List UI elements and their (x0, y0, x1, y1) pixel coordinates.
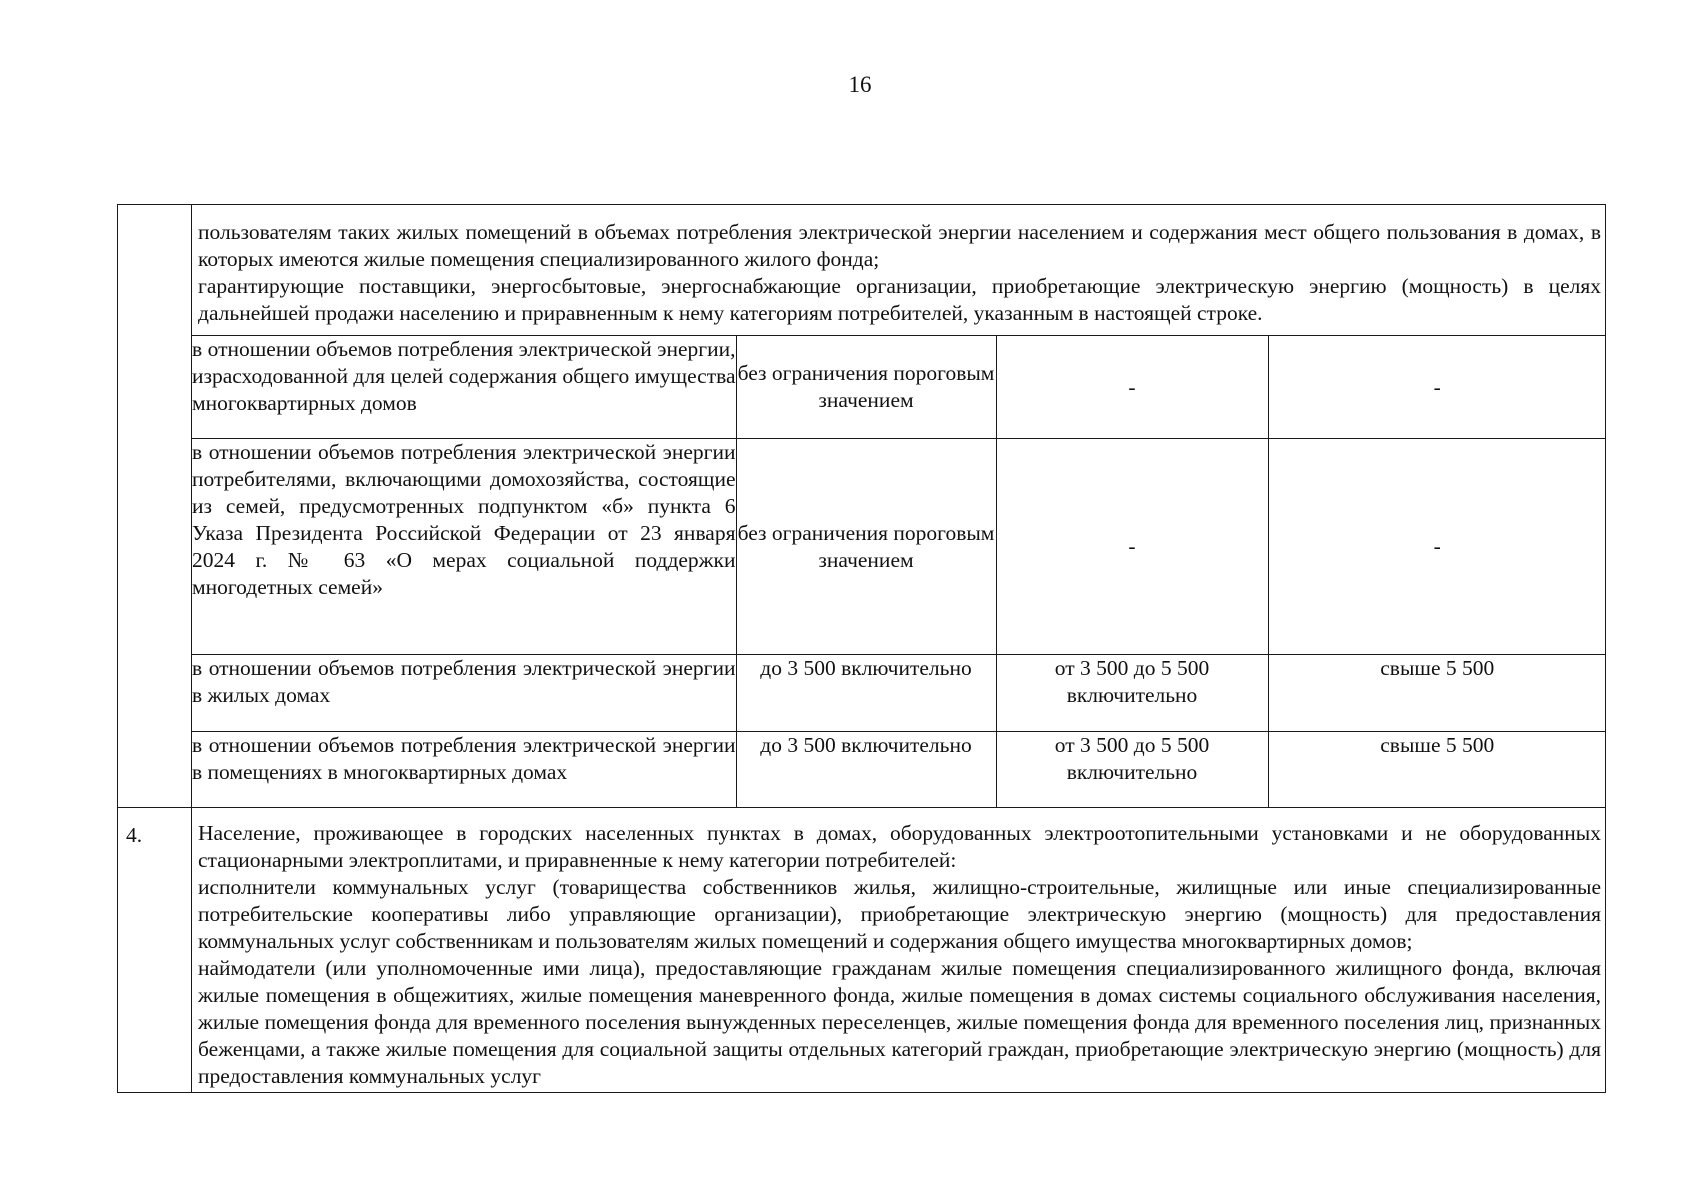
threshold-col3: свыше 5 500 (1268, 732, 1606, 807)
row-description: в отношении объемов потребления электрической энергии в жилых домах (192, 655, 736, 732)
continuation-paragraph: пользователям таких жилых помещений в объемах потребления электрической энергии населением и содержания мест общего пользования в домах, в которых имеются жилые помещения специализированного жилого фонда; (198, 220, 1601, 271)
row-description: в отношении объемов потребления электрической энергии потребителями, включающими домохозяйства, состоящие из семей, предусмотренных подпунктом «б» пункта 6 Указа Президента Российской Федерации от 23 января 2024 г. № 63 «О мерах социальной поддержки многодетных семей» (192, 439, 736, 655)
section-4-paragraph: наймодатели (или уполномоченные ими лица), предоставляющие гражданам жилые помещения специализированного жилищного фонда, включая жилые помещения в общежитиях, жилые помещения маневренного фонда, жилые помещения в домах системы социального обслуживания населения, жилые помещения фонда для временного поселения вынужденных переселенцев, жилые помещения фонда для временного поселения лиц, признанных беженцами, а также жилые помещения для социальной защиты отдельных категорий граждан, приобретающие электрическую энергию (мощность) для предоставления коммунальных услуг (198, 955, 1601, 1088)
threshold-col3: - (1268, 336, 1606, 439)
continuation-paragraph: гарантирующие поставщики, энергосбытовые, энергоснабжающие организации, приобретающие электрическую энергию (мощность) в целях дальнейшей продажи населению и приравненным к нему категориям потребителей, указанным в настоящей строке. (198, 274, 1601, 325)
table-row (192, 439, 1606, 655)
row-description: в отношении объемов потребления электрической энергии, израсходованной для целей содержания общего имущества многоквартирных домов (192, 336, 736, 439)
table-row (192, 732, 1606, 807)
threshold-col3: свыше 5 500 (1268, 655, 1606, 732)
threshold-col3: - (1268, 439, 1606, 655)
continuation-cell (192, 205, 1606, 808)
section-4-row (118, 807, 1606, 1092)
page-number: 16 (848, 72, 872, 97)
threshold-col2: - (996, 336, 1268, 439)
row-description: в отношении объемов потребления электрической энергии в помещениях в многоквартирных домах (192, 732, 736, 807)
table-row (192, 336, 1606, 439)
threshold-subtable (192, 335, 1606, 807)
table-row (192, 655, 1606, 732)
threshold-col1: до 3 500 включительно (736, 655, 996, 732)
section-4-text-cell (192, 807, 1606, 1092)
threshold-col2: от 3 500 до 5 500 включительно (996, 732, 1268, 807)
threshold-col1: без ограничения пороговым значением (736, 336, 996, 439)
section-4-paragraph: исполнители коммунальных услуг (товарищества собственников жилья, жилищно-строительные, жилищные или иные специализированные потребительские кооперативы либо управляющие организации), приобретающие электрическую энергию (мощность) для предоставления коммунальных услуг собственникам и пользователям жилых помещений и содержания общего имущества многоквартирных домов; (198, 874, 1601, 953)
threshold-col1: до 3 500 включительно (736, 732, 996, 807)
threshold-col2: от 3 500 до 5 500 включительно (996, 655, 1268, 732)
threshold-col2: - (996, 439, 1268, 655)
continuation-row (118, 205, 1606, 808)
tariff-table (117, 204, 1606, 1093)
row-number: 4. (118, 807, 192, 1092)
row-number-cell-empty (118, 205, 192, 808)
section-4-paragraph: Население, проживающее в городских населенных пунктах в домах, оборудованных электроотопительными установками и не оборудованных стационарными электроплитами, и приравненные к нему категории потребителей: (198, 820, 1601, 872)
threshold-col1: без ограничения пороговым значением (736, 439, 996, 655)
